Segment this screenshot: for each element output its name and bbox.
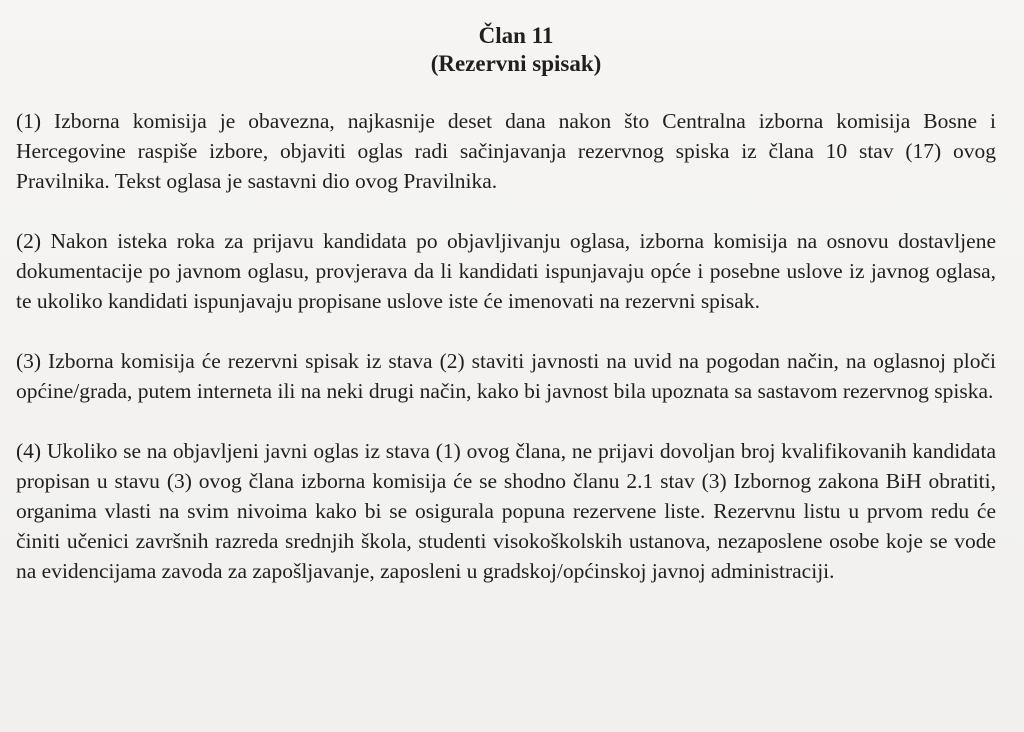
paragraph-4: (4) Ukoliko se na objavljeni javni oglas iz stava (1) ovog člana, ne prijavi dovoljan broj kvalifikovanih kandidata propisan u stavu (3) ovog člana izborna komisija će se shodno članu 2.1 stav (3) Izbornog zakona BiH obratiti, organima vlasti na svim nivoima kako bi se osigurala popuna rezervene liste. Rezervnu listu u prvom redu će činiti učenici završnih razreda srednjih škola, studenti visokoškolskih ustanova, nezaposlene osobe koje se vode na evidencijama zavoda za zapošljavanje, zaposleni u gradskoj/općinskoj javnoj administraciji. xyxy=(16,439,996,583)
article-title: Član 11 xyxy=(478,23,554,48)
article-heading xyxy=(36,22,996,78)
article-subtitle: (Rezervni spisak) xyxy=(430,51,602,76)
paragraph-3: (3) Izborna komisija će rezervni spisak iz stava (2) staviti javnosti na uvid na pogodan način, na oglasnoj ploči općine/grada, putem interneta ili na neki drugi način, kako bi javnost bila upoznata sa sastavom rezervnog spiska. xyxy=(16,349,996,403)
article-body xyxy=(14,106,996,586)
paragraph-1: (1) Izborna komisija je obavezna, najkasnije deset dana nakon što Centralna izborna komisija Bosne i Hercegovine raspiše izbore, objaviti oglas radi sačinjavanja rezervnog spiska iz člana 10 stav (17) ovog Pravilnika. Tekst oglasa je sastavni dio ovog Pravilnika. xyxy=(16,109,996,193)
paragraph-2: (2) Nakon isteka roka za prijavu kandidata po objavljivanju oglasa, izborna komisija na osnovu dostavljene dokumentacije po javnom oglasu, provjerava da li kandidati ispunjavaju opće i posebne uslove iz javnog oglasa, te ukoliko kandidati ispunjavaju propisane uslove iste će imenovati na rezervni spisak. xyxy=(16,229,996,313)
